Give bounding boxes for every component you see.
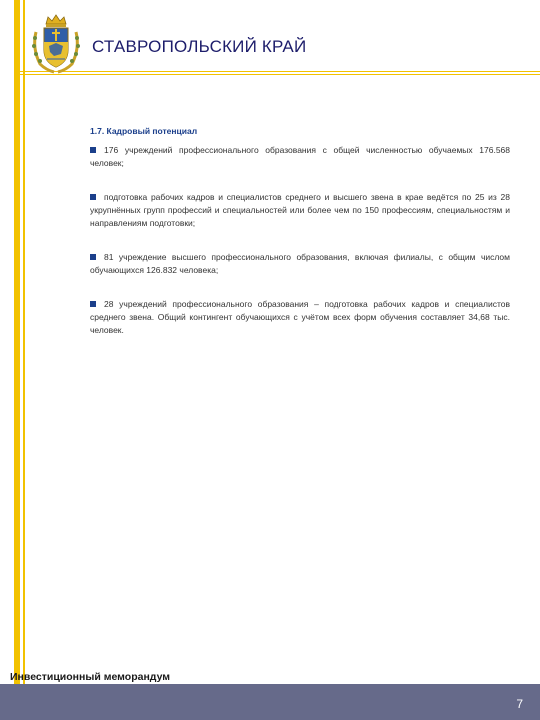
footer-bar — [0, 684, 540, 720]
list-item — [90, 144, 510, 170]
page-number: 7 — [516, 697, 523, 711]
bullet-list — [90, 144, 510, 358]
list-item — [90, 191, 510, 230]
coat-of-arms-icon — [30, 12, 82, 74]
square-bullet-icon — [90, 301, 96, 307]
list-item-text: 81 учреждение высшего профессионального образования, включая филиалы, с общим числом обучающихся 126.832 человека; — [90, 252, 510, 275]
region-title: СТАВРОПОЛЬСКИЙ КРАЙ — [92, 37, 307, 56]
square-bullet-icon — [90, 254, 96, 260]
footer-label: Инвестиционный меморандум — [10, 671, 171, 683]
list-item — [90, 298, 510, 337]
gold-rail-thick — [14, 0, 20, 684]
header-rule — [14, 71, 540, 72]
square-bullet-icon — [90, 194, 96, 200]
list-item — [90, 251, 510, 277]
list-item-text: 28 учреждений профессионального образования – подготовка рабочих кадров и специалистов среднего звена. Общий контингент обучающихся с учётом всех форм обучения составляет 34,68 тыс. человек. — [90, 299, 510, 335]
section-heading: 1.7. Кадровый потенциал — [90, 126, 198, 136]
header-rule-secondary — [14, 74, 540, 75]
list-item-text: 176 учреждений профессионального образования с общей численностью обучаемых 176.568 человек; — [90, 145, 510, 168]
gold-rail-thin — [23, 0, 25, 684]
list-item-text: подготовка рабочих кадров и специалистов среднего и высшего звена в крае ведётся по 25 из 28 укрупнённых групп профессий и специальностей или более чем по 150 профессиям, специальностям и направлениям подготовки; — [90, 192, 510, 228]
square-bullet-icon — [90, 147, 96, 153]
